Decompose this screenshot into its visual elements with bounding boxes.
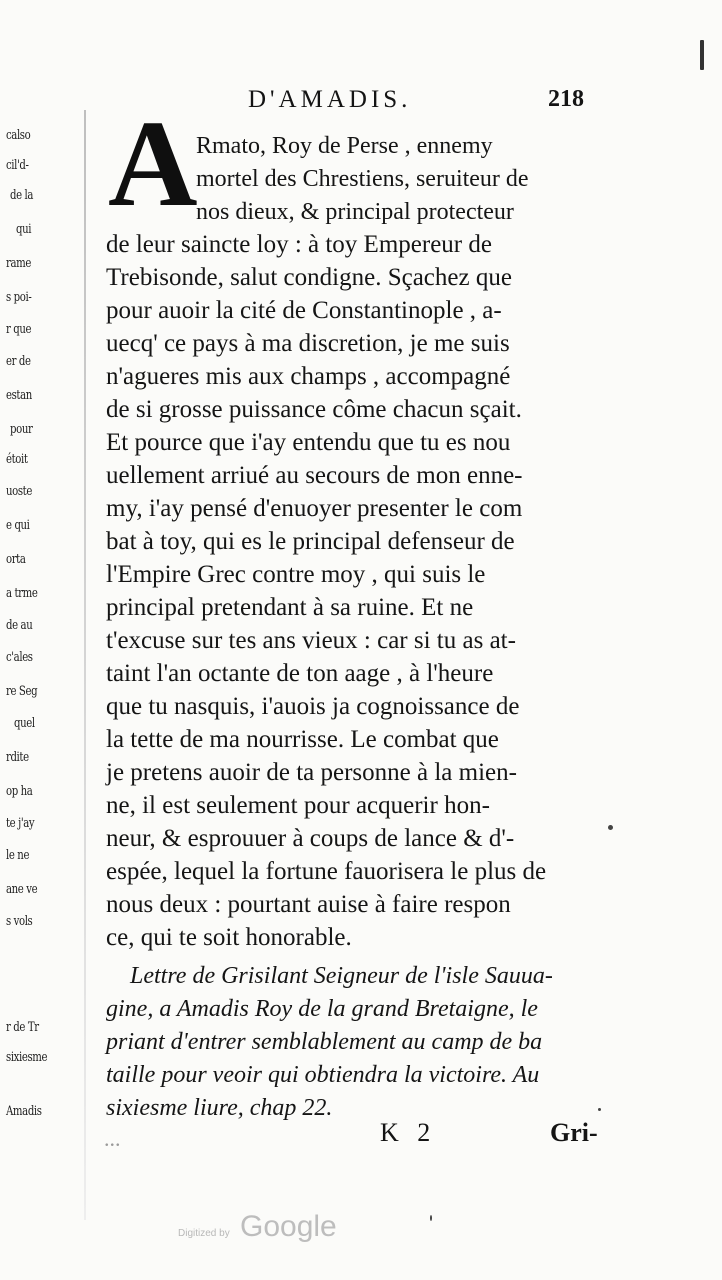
text-line: uellement arriué au secours de mon enne-: [106, 462, 523, 489]
margin-fragment: orta: [6, 552, 26, 567]
margin-fragment: e qui: [6, 518, 30, 533]
page-number: 218: [548, 86, 584, 112]
text-line: espée, lequel la fortune fauorisera le plus de: [106, 858, 547, 885]
margin-fragment: op ha: [6, 784, 33, 799]
margin-fragment: re Seg: [6, 684, 38, 699]
text-line: uecq' ce pays à ma discretion, je me suis: [106, 330, 510, 357]
margin-fragment: s poi-: [6, 290, 32, 305]
margin-fragment: cil'd-: [6, 158, 29, 173]
rubric-line: priant d'entrer semblablement au camp de ba: [106, 1029, 543, 1055]
text-line: nos dieux, & principal protecteur: [196, 199, 514, 225]
text-line: taint l'an octante de ton aage , à l'heure: [106, 660, 494, 687]
text-line: pour auoir la cité de Constantinople , a-: [106, 297, 502, 324]
rubric-line: taille pour veoir qui obtiendra la victoire. Au: [106, 1062, 540, 1088]
ink-speck: [608, 825, 613, 830]
text-line: de leur saincte loy : à toy Empereur de: [106, 231, 492, 258]
page-gutter: [84, 110, 86, 1220]
margin-fragment: qui: [16, 222, 32, 237]
margin-fragment: s vols: [6, 914, 33, 929]
margin-fragment: sixiesme: [6, 1050, 48, 1065]
margin-fragment: uoste: [6, 484, 32, 499]
text-line: neur, & esprouuer à coups de lance & d'-: [106, 825, 515, 852]
margin-fragment: le ne: [6, 848, 30, 863]
text-line: de si grosse puissance côme chacun sçait.: [106, 396, 522, 423]
text-line: mortel des Chrestiens, seruiteur de: [196, 166, 529, 192]
left-margin-bleedthrough: [0, 0, 80, 1280]
text-line: principal pretendant à sa ruine. Et ne: [106, 594, 474, 621]
text-line: je pretens auoir de ta personne à la mien-: [106, 759, 517, 786]
google-watermark: Google: [240, 1210, 337, 1243]
margin-fragment: estan: [6, 388, 32, 403]
margin-fragment: er de: [6, 354, 31, 369]
margin-fragment: a trme: [6, 586, 38, 601]
ink-speck: [598, 1108, 601, 1111]
ink-speck: [430, 1215, 432, 1221]
ink-speck: [700, 40, 704, 70]
text-line: my, i'ay pensé d'enuoyer presenter le com: [106, 495, 523, 522]
margin-fragment: de la: [10, 188, 34, 203]
rubric-line: gine, a Amadis Roy de la grand Bretaigne, le: [106, 996, 538, 1022]
margin-fragment: r de Tr: [6, 1020, 39, 1035]
margin-fragment: de au: [6, 618, 33, 633]
text-line: l'Empire Grec contre moy , qui suis le: [106, 561, 486, 588]
text-line: Rmato, Roy de Perse , ennemy: [196, 133, 493, 159]
rubric-line: sixiesme liure, chap 22.: [106, 1095, 333, 1121]
margin-fragment: rdite: [6, 750, 29, 765]
rubric-line: Lettre de Grisilant Seigneur de l'isle Sauua-: [130, 963, 553, 989]
margin-fragment: étoit: [6, 452, 28, 467]
catchword: Gri-: [550, 1118, 598, 1147]
signature-mark: K 2: [380, 1118, 437, 1147]
text-line: nous deux : pourtant auise à faire respon: [106, 891, 511, 918]
margin-fragment: te j'ay: [6, 816, 35, 831]
margin-fragment: rame: [6, 256, 31, 271]
margin-fragment: quel: [14, 716, 35, 731]
text-line: t'excuse sur tes ans vieux : car si tu as at-: [106, 627, 516, 654]
text-line: ne, il est seulement pour acquerir hon-: [106, 792, 490, 819]
text-line: Et pource que i'ay entendu que tu es nou: [106, 429, 511, 456]
text-line: ce, qui te soit honorable.: [106, 924, 352, 951]
margin-fragment: c'ales: [6, 650, 33, 665]
margin-fragment: ane ve: [6, 882, 38, 897]
margin-fragment: pour: [10, 422, 33, 437]
running-head: D'AMADIS.: [248, 86, 412, 113]
drop-cap: A: [108, 95, 198, 232]
text-line: la tette de ma nourrisse. Le combat que: [106, 726, 499, 753]
margin-fragment: r que: [6, 322, 32, 337]
text-line: n'agueres mis aux champs , accompagné: [106, 363, 511, 390]
text-line: que tu nasquis, i'auois ja cognoissance de: [106, 693, 520, 720]
faded-mark: ...: [104, 1126, 121, 1151]
text-line: Trebisonde, salut condigne. Sçachez que: [106, 264, 512, 291]
margin-fragment: Amadis: [6, 1104, 42, 1119]
text-line: bat à toy, qui es le principal defenseur de: [106, 528, 515, 555]
margin-fragment: calso: [6, 128, 31, 143]
digitized-label: Digitized by: [178, 1228, 230, 1239]
